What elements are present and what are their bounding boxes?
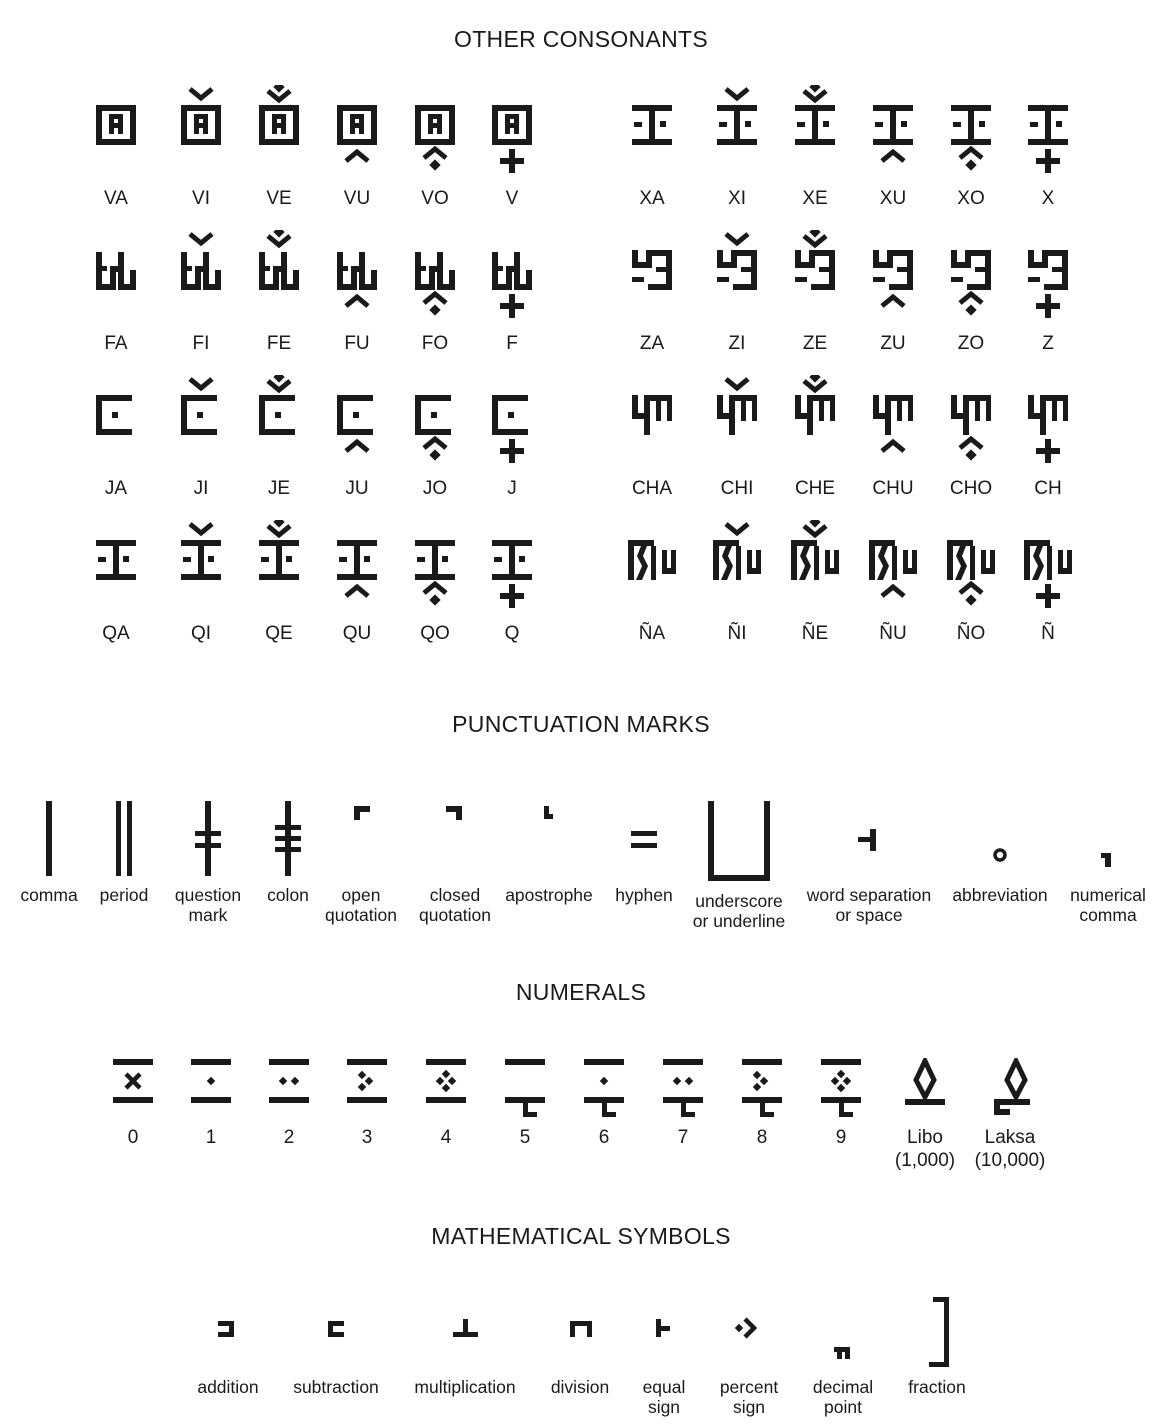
division-icon [560, 1297, 600, 1374]
consonant-label: QO [420, 623, 450, 644]
numeral-6-icon [584, 1059, 624, 1124]
numeral-label: 4 [440, 1127, 452, 1148]
cha-chu-glyph [863, 375, 923, 470]
equal-sign-icon [644, 1297, 684, 1374]
punctuation-label: abbreviation [952, 885, 1048, 905]
math-heading: MATHEMATICAL SYMBOLS [431, 1223, 731, 1249]
consonant-label: Q [504, 623, 520, 644]
fa-f-glyph [482, 230, 542, 325]
consonant-label: VE [266, 188, 292, 209]
percent-sign-icon [729, 1297, 769, 1374]
numeral-4-icon [426, 1059, 466, 1124]
cha-che-glyph [785, 375, 845, 470]
nya-ñe-glyph [785, 520, 845, 615]
consonant-label: FO [421, 333, 449, 354]
consonant-label: ÑI [727, 623, 747, 644]
va-vi-glyph [171, 85, 231, 180]
qa-qe-glyph [249, 520, 309, 615]
multiplication-icon [445, 1297, 485, 1374]
numeral-label: Libo (1,000) [894, 1127, 956, 1171]
consonant-label: FE [266, 333, 292, 354]
subtraction-icon [316, 1297, 356, 1374]
numeral-label: 2 [283, 1127, 295, 1148]
numeral-label: 3 [361, 1127, 373, 1148]
numeral-1-icon [191, 1059, 231, 1124]
fa-fe-glyph [249, 230, 309, 325]
cha-chi-glyph [707, 375, 767, 470]
consonant-label: JU [345, 478, 369, 499]
numeral-label: 9 [835, 1127, 847, 1148]
numeral-9-icon [821, 1059, 861, 1124]
punctuation-label: open quotation [324, 885, 397, 925]
consonants-heading: OTHER CONSONANTS [454, 26, 708, 52]
consonant-label: F [506, 333, 518, 354]
xa-xa-glyph [622, 85, 682, 180]
numeral-7-icon [663, 1059, 703, 1124]
cha-cha-glyph [622, 375, 682, 470]
nya-ño-glyph [941, 520, 1001, 615]
closed-quotation-icon [430, 801, 480, 888]
ja-ja-glyph [86, 375, 146, 470]
punctuation-label: question mark [174, 885, 242, 925]
ja-ju-glyph [327, 375, 387, 470]
za-ze-glyph [785, 230, 845, 325]
va-va-glyph [86, 85, 146, 180]
nya-ñu-glyph [863, 520, 923, 615]
numerical-comma-icon [1083, 801, 1133, 888]
consonant-label: QE [265, 623, 293, 644]
punctuation-label: hyphen [615, 885, 673, 905]
qa-qo-glyph [405, 520, 465, 615]
qa-qu-glyph [327, 520, 387, 615]
abbreviation-icon [975, 801, 1025, 888]
period-mark-icon [99, 801, 149, 888]
hyphen-icon [619, 801, 669, 888]
xa-xo-glyph [941, 85, 1001, 180]
question-mark-icon [183, 801, 233, 888]
math-symbol-label: percent sign [719, 1377, 779, 1417]
consonant-label: JE [267, 478, 291, 499]
consonant-label: ZE [802, 333, 828, 354]
ja-ji-glyph [171, 375, 231, 470]
punctuation-label: word separation or space [806, 885, 932, 925]
fa-fi-glyph [171, 230, 231, 325]
punctuation-label: colon [267, 885, 309, 905]
math-symbol-label: addition [197, 1377, 259, 1397]
consonant-label: XE [802, 188, 828, 209]
ja-je-glyph [249, 375, 309, 470]
numeral-label: 0 [127, 1127, 139, 1148]
numeral-3-icon [347, 1059, 387, 1124]
za-zi-glyph [707, 230, 767, 325]
za-zu-glyph [863, 230, 923, 325]
va-vu-glyph [327, 85, 387, 180]
consonant-label: FI [192, 333, 210, 354]
consonant-label: CHU [872, 478, 914, 499]
qa-qa-glyph [86, 520, 146, 615]
math-symbol-label: subtraction [293, 1377, 379, 1397]
consonant-label: QI [190, 623, 212, 644]
consonant-label: ZA [639, 333, 665, 354]
apostrophe-icon [524, 801, 574, 888]
ja-j-glyph [482, 375, 542, 470]
consonant-label: CHA [631, 478, 673, 499]
consonant-label: ZI [728, 333, 746, 354]
ja-jo-glyph [405, 375, 465, 470]
consonant-label: FA [104, 333, 128, 354]
consonant-label: XU [879, 188, 907, 209]
comma-mark-icon [24, 801, 74, 888]
za-z-glyph [1018, 230, 1078, 325]
numeral-label: 5 [519, 1127, 531, 1148]
nya-ña-glyph [622, 520, 682, 615]
consonant-label: ÑA [638, 623, 666, 644]
qa-qi-glyph [171, 520, 231, 615]
fraction-icon [917, 1297, 957, 1374]
math-symbol-label: decimal point [812, 1377, 874, 1417]
qa-q-glyph [482, 520, 542, 615]
consonant-label: CHO [949, 478, 993, 499]
consonant-label: Z [1042, 333, 1054, 354]
numerals-heading: NUMERALS [515, 979, 647, 1005]
consonant-label: CHI [720, 478, 754, 499]
fa-fu-glyph [327, 230, 387, 325]
consonant-label: VA [104, 188, 128, 209]
xa-x-glyph [1018, 85, 1078, 180]
va-v-glyph [482, 85, 542, 180]
numeral-label: 1 [205, 1127, 217, 1148]
consonant-label: XA [639, 188, 665, 209]
colon-mark-icon [263, 801, 313, 888]
consonant-label: QA [102, 623, 130, 644]
va-vo-glyph [405, 85, 465, 180]
nya-ñ-glyph [1018, 520, 1078, 615]
numeral-label: 7 [677, 1127, 689, 1148]
punctuation-label: underscore or underline [692, 891, 786, 931]
consonant-label: CH [1034, 478, 1062, 499]
math-symbol-label: equal sign [642, 1377, 686, 1417]
fa-fo-glyph [405, 230, 465, 325]
numeral-2-icon [269, 1059, 309, 1124]
consonant-label: JA [104, 478, 128, 499]
consonant-label: X [1041, 188, 1055, 209]
punctuation-label: period [99, 885, 149, 905]
consonant-label: VI [192, 188, 210, 209]
xa-xu-glyph [863, 85, 923, 180]
cha-ch-glyph [1018, 375, 1078, 470]
punctuation-heading: PUNCTUATION MARKS [452, 711, 710, 737]
consonant-label: CHE [794, 478, 836, 499]
consonant-label: ÑU [879, 623, 907, 644]
nya-ñi-glyph [707, 520, 767, 615]
consonant-label: ÑO [956, 623, 986, 644]
addition-icon [208, 1297, 248, 1374]
consonant-label: XI [728, 188, 746, 209]
numeral-label: 8 [756, 1127, 768, 1148]
consonant-label: XO [957, 188, 985, 209]
consonant-label: ZO [957, 333, 985, 354]
xa-xi-glyph [707, 85, 767, 180]
numeral-5-icon [505, 1059, 545, 1124]
consonant-label: JO [422, 478, 448, 499]
consonant-label: JI [193, 478, 209, 499]
laksa-numeral-icon [990, 1058, 1030, 1123]
word-separation-icon [844, 801, 894, 888]
consonant-label: VU [343, 188, 371, 209]
libo-numeral-icon [905, 1058, 945, 1123]
math-symbol-label: division [550, 1377, 610, 1397]
numeral-label: Laksa (10,000) [974, 1127, 1046, 1171]
za-za-glyph [622, 230, 682, 325]
numeral-label: 6 [598, 1127, 610, 1148]
underscore-icon [708, 801, 770, 888]
za-zo-glyph [941, 230, 1001, 325]
cha-cho-glyph [941, 375, 1001, 470]
punctuation-label: closed quotation [418, 885, 491, 925]
consonant-label: Ñ [1041, 623, 1055, 644]
va-ve-glyph [249, 85, 309, 180]
math-symbol-label: fraction [908, 1377, 966, 1397]
consonant-label: VO [421, 188, 449, 209]
xa-xe-glyph [785, 85, 845, 180]
consonant-label: J [507, 478, 517, 499]
numeral-8-icon [742, 1059, 782, 1124]
punctuation-label: comma [20, 885, 78, 905]
punctuation-label: apostrophe [505, 885, 593, 905]
consonant-label: ÑE [801, 623, 829, 644]
consonant-label: QU [342, 623, 372, 644]
fa-fa-glyph [86, 230, 146, 325]
punctuation-label: numerical comma [1070, 885, 1146, 925]
consonant-label: FU [344, 333, 370, 354]
math-symbol-label: multiplication [414, 1377, 516, 1397]
consonant-label: V [505, 188, 519, 209]
numeral-0-icon [113, 1059, 153, 1124]
open-quotation-icon [336, 801, 386, 888]
decimal-point-icon [823, 1297, 863, 1374]
consonant-label: ZU [880, 333, 906, 354]
